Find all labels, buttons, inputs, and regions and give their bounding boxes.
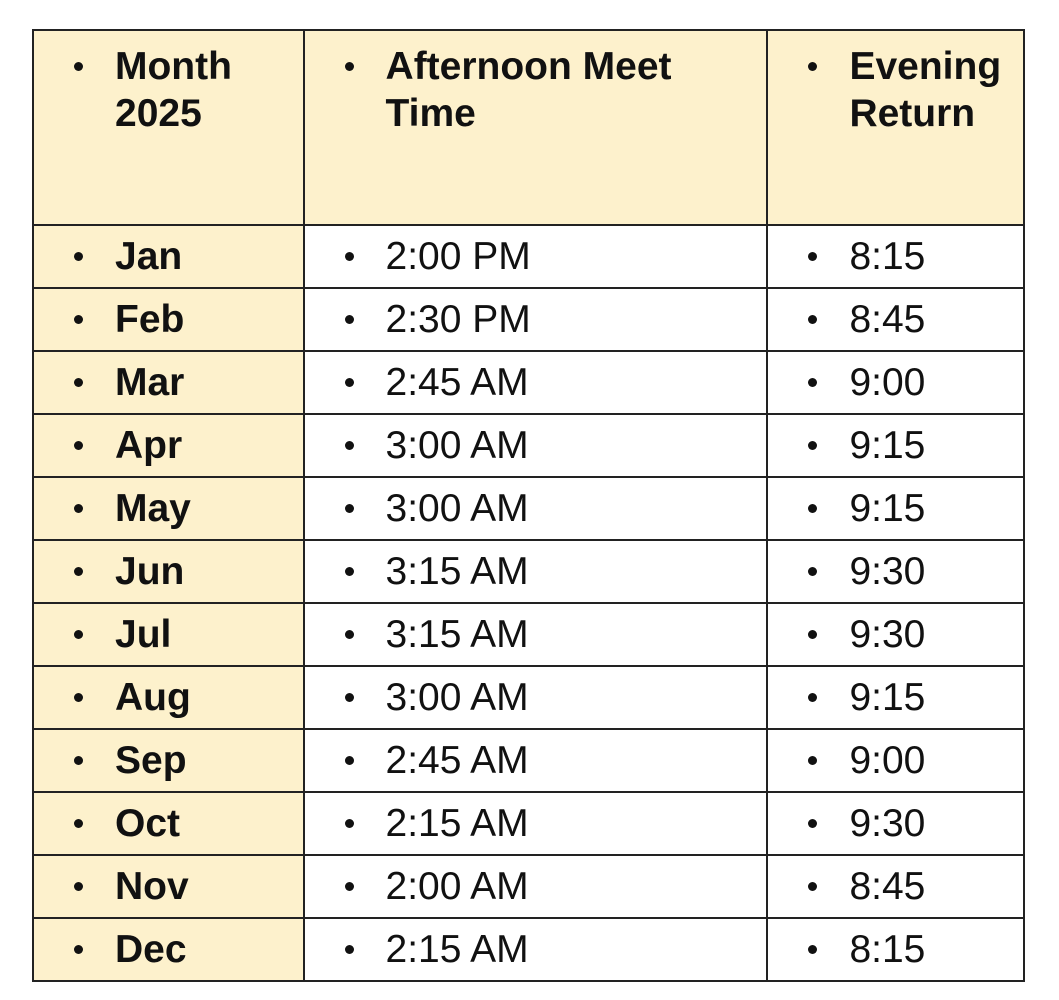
return-time-cell-label: 9:15 [849, 486, 926, 530]
bullet-icon [345, 756, 354, 765]
header-row [33, 30, 1024, 225]
month-cell [33, 729, 304, 792]
bullet-icon [808, 819, 817, 828]
return-time-cell-label: 9:30 [849, 549, 926, 593]
meet-time-cell-label: 3:00 AM [385, 486, 529, 530]
meet-time-cell [304, 288, 768, 351]
meet-time-cell [304, 351, 768, 414]
return-time-cell [767, 918, 1024, 981]
month-cell-label: Nov [115, 864, 189, 908]
meet-time-cell-label: 2:45 AM [385, 738, 529, 782]
bullet-icon [345, 693, 354, 702]
return-time-cell [767, 414, 1024, 477]
bullet-icon [74, 882, 83, 891]
return-time-cell-label: 8:15 [849, 927, 926, 971]
bullet-icon [808, 630, 817, 639]
bullet-icon [345, 630, 354, 639]
return-time-cell-label: 9:30 [849, 801, 926, 845]
month-cell [33, 603, 304, 666]
month-cell [33, 225, 304, 288]
bullet-icon [345, 378, 354, 387]
meet-time-cell [304, 792, 768, 855]
month-cell-label: May [115, 486, 191, 530]
bullet-icon [74, 567, 83, 576]
bullet-icon [345, 504, 354, 513]
meet-time-cell-label: 3:00 AM [385, 423, 529, 467]
header-month-line2: 2025 [115, 92, 202, 135]
bullet-icon [345, 252, 354, 261]
bullet-icon [74, 252, 83, 261]
month-cell [33, 414, 304, 477]
bullet-icon [345, 315, 354, 324]
month-cell-label: Jan [115, 234, 183, 278]
bullet-icon [74, 756, 83, 765]
meet-time-cell [304, 918, 768, 981]
table-row [33, 792, 1024, 855]
return-time-cell [767, 540, 1024, 603]
return-time-cell [767, 225, 1024, 288]
month-cell-label: Sep [115, 738, 187, 782]
bullet-icon [74, 62, 83, 71]
meet-time-cell [304, 225, 768, 288]
bullet-icon [808, 378, 817, 387]
return-time-cell-label: 8:45 [849, 864, 926, 908]
meet-time-cell [304, 477, 768, 540]
meet-time-cell-label: 2:00 PM [385, 234, 531, 278]
header-meet [304, 30, 768, 225]
header-return [767, 30, 1024, 225]
meet-time-cell [304, 540, 768, 603]
month-cell-label: Feb [115, 297, 185, 341]
bullet-icon [345, 62, 354, 71]
return-time-cell [767, 288, 1024, 351]
bullet-icon [74, 693, 83, 702]
table-row [33, 603, 1024, 666]
return-time-cell [767, 729, 1024, 792]
bullet-icon [74, 819, 83, 828]
month-cell [33, 540, 304, 603]
return-time-cell [767, 855, 1024, 918]
bullet-icon [345, 819, 354, 828]
meet-time-cell-label: 2:15 AM [385, 801, 529, 845]
return-time-cell-label: 9:15 [849, 423, 926, 467]
month-cell-label: Apr [115, 423, 183, 467]
bullet-icon [74, 630, 83, 639]
return-time-cell [767, 351, 1024, 414]
table-row [33, 729, 1024, 792]
return-time-cell-label: 9:15 [849, 675, 926, 719]
header-meet-line2: Time [385, 92, 476, 135]
month-cell-label: Mar [115, 360, 185, 404]
meet-time-cell-label: 2:15 AM [385, 927, 529, 971]
bullet-icon [808, 945, 817, 954]
meet-time-cell-label: 2:00 AM [385, 864, 529, 908]
table-row [33, 666, 1024, 729]
header-return-line2: Return [849, 92, 976, 135]
table-row [33, 288, 1024, 351]
month-cell [33, 288, 304, 351]
meet-time-cell [304, 855, 768, 918]
meet-time-cell-label: 3:00 AM [385, 675, 529, 719]
bullet-icon [808, 62, 817, 71]
meet-time-cell [304, 603, 768, 666]
return-time-cell-label: 9:00 [849, 360, 926, 404]
table-row [33, 414, 1024, 477]
bullet-icon [345, 945, 354, 954]
return-time-cell [767, 477, 1024, 540]
meet-time-cell [304, 666, 768, 729]
header-meet-line1: Afternoon Meet [385, 45, 672, 88]
month-cell-label: Jun [115, 549, 185, 593]
return-time-cell-label: 9:00 [849, 738, 926, 782]
month-cell [33, 792, 304, 855]
bullet-icon [808, 567, 817, 576]
month-cell [33, 855, 304, 918]
return-time-cell-label: 8:15 [849, 234, 926, 278]
meet-time-cell [304, 414, 768, 477]
month-cell-label: Oct [115, 801, 181, 845]
header-month [33, 30, 304, 225]
bullet-icon [345, 441, 354, 450]
month-cell-label: Dec [115, 927, 187, 971]
table-row [33, 918, 1024, 981]
month-cell-label: Aug [115, 675, 191, 719]
return-time-cell [767, 792, 1024, 855]
schedule-table [32, 29, 1025, 982]
bullet-icon [345, 882, 354, 891]
bullet-icon [808, 504, 817, 513]
return-time-cell [767, 666, 1024, 729]
meet-time-cell-label: 3:15 AM [385, 549, 529, 593]
bullet-icon [74, 441, 83, 450]
meet-time-cell-label: 2:45 AM [385, 360, 529, 404]
table-row [33, 477, 1024, 540]
table-row [33, 540, 1024, 603]
month-cell [33, 477, 304, 540]
meet-time-cell-label: 2:30 PM [385, 297, 531, 341]
bullet-icon [808, 252, 817, 261]
month-cell [33, 918, 304, 981]
bullet-icon [74, 315, 83, 324]
bullet-icon [808, 882, 817, 891]
month-cell [33, 351, 304, 414]
return-time-cell-label: 9:30 [849, 612, 926, 656]
table-row [33, 351, 1024, 414]
bullet-icon [808, 441, 817, 450]
table-row [33, 225, 1024, 288]
table-body [33, 225, 1024, 981]
bullet-icon [74, 378, 83, 387]
return-time-cell [767, 603, 1024, 666]
meet-time-cell-label: 3:15 AM [385, 612, 529, 656]
bullet-icon [74, 504, 83, 513]
bullet-icon [345, 567, 354, 576]
table-row [33, 855, 1024, 918]
bullet-icon [808, 693, 817, 702]
bullet-icon [808, 315, 817, 324]
return-time-cell-label: 8:45 [849, 297, 926, 341]
month-cell-label: Jul [115, 612, 172, 656]
meet-time-cell [304, 729, 768, 792]
bullet-icon [808, 756, 817, 765]
header-month-line1: Month [115, 45, 232, 88]
bullet-icon [74, 945, 83, 954]
month-cell [33, 666, 304, 729]
header-return-line1: Evening [849, 45, 1002, 88]
